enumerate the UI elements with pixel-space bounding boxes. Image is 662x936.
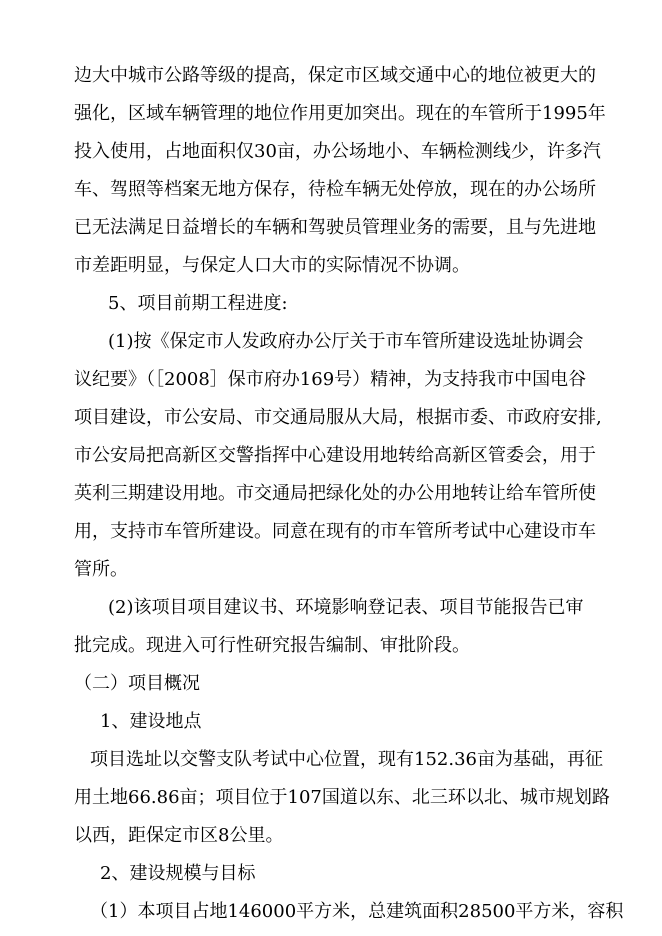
body-text-line: 车、驾照等档案无地方保存，待检车辆无处停放，现在的办公场所 bbox=[74, 179, 596, 200]
body-text-line: (2)该项目项目建议书、环境影响登记表、项目节能报告已审 bbox=[108, 597, 584, 618]
body-text-line: 市差距明显，与保定人口大市的实际情况不协调。 bbox=[74, 255, 470, 276]
body-text-line: 已无法满足日益增长的车辆和驾驶员管理业务的需要，且与先进地 bbox=[74, 217, 596, 238]
subsection-heading-location: 1、建设地点 bbox=[100, 711, 202, 732]
body-text-line: 投入使用，占地面积仅30亩，办公场地小、车辆检测线少，许多汽 bbox=[74, 141, 601, 162]
body-text-line: （1）本项目占地146000平方米，总建筑面积28500平方米，容积 bbox=[90, 901, 624, 922]
body-text-line: 用土地66.86亩；项目位于107国道以东、北三环以北、城市规划路 bbox=[74, 787, 610, 808]
body-text-line: 议纪要》（［2008］保市府办169号）精神，为支持我市中国电谷 bbox=[74, 369, 587, 390]
body-text-line: 管所。 bbox=[74, 559, 128, 580]
body-text-line: 边大中城市公路等级的提高，保定市区域交通中心的地位被更大的 bbox=[74, 65, 596, 86]
body-text-line: 项目选址以交警支队考试中心位置，现有152.36亩为基础，再征 bbox=[90, 749, 603, 770]
section-heading-progress: 5、项目前期工程进度: bbox=[108, 293, 288, 314]
body-text-line: 用，支持市车管所建设。同意在现有的市车管所考试中心建设市车 bbox=[74, 521, 596, 542]
body-text-line: 市公安局把高新区交警指挥中心建设用地转给高新区管委会，用于 bbox=[74, 445, 596, 466]
subsection-heading-scale: 2、建设规模与目标 bbox=[100, 863, 256, 884]
body-text-line: 批完成。现进入可行性研究报告编制、审批阶段。 bbox=[74, 635, 470, 656]
body-text-line: (1)按《保定市人发政府办公厅关于市车管所建设选址协调会 bbox=[108, 331, 584, 352]
body-text-line: 强化，区域车辆管理的地位作用更加突出。现在的车管所于1995年 bbox=[74, 103, 606, 124]
body-text-line: 以西，距保定市区8公里。 bbox=[74, 825, 284, 846]
body-text-line: 英利三期建设用地。市交通局把绿化处的办公用地转让给车管所使 bbox=[74, 483, 596, 504]
body-text-line: 项目建设，市公安局、市交通局服从大局，根据市委、市政府安排, bbox=[74, 407, 602, 428]
section-heading-overview: （二）项目概况 bbox=[74, 673, 200, 694]
